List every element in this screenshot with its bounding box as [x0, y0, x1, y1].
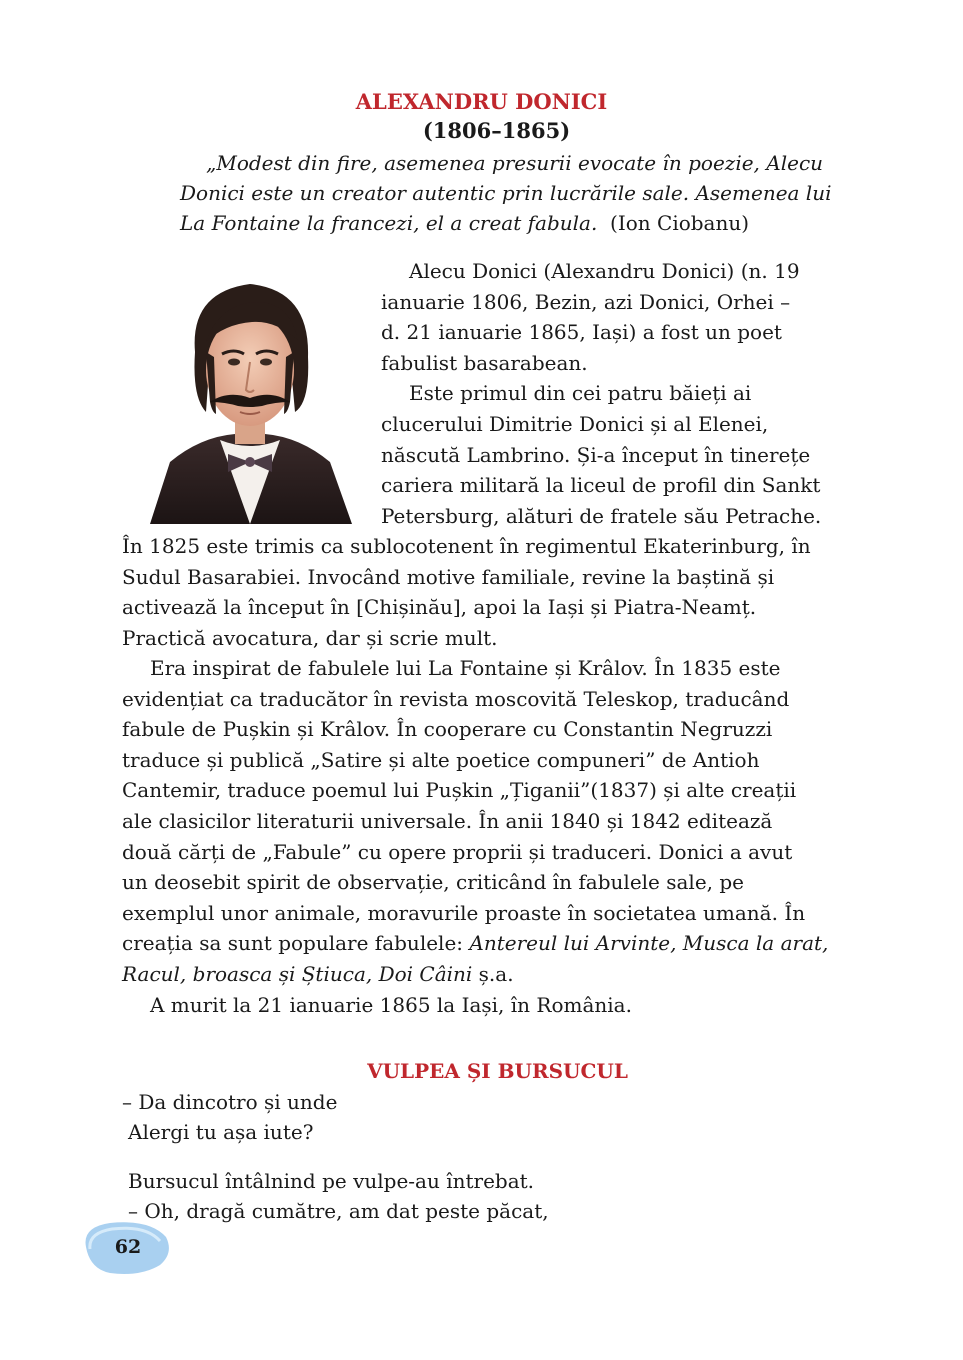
bio-line: Era inspirat de fabulele lui La Fontaine și Krâlov. În 1835 este: [150, 656, 781, 680]
bio-line: fabulist basarabean.: [381, 350, 588, 375]
bio-line: Sudul Basarabiei. Invocând motive familiale, revine la baștină și: [122, 564, 775, 589]
fable-titles: Racul, broasca și Știuca, Doi Câini: [122, 961, 473, 986]
poem-title: VULPEA ȘI BURSUCUL: [367, 1059, 628, 1083]
bio-line: evidențiat ca traducător în revista moscovită Teleskop, traducând: [122, 686, 790, 711]
poem-stanza-1: [122, 1087, 337, 1147]
author-title: ALEXANDRU DONICI: [355, 89, 608, 114]
bio-line: Petersburg, alături de fratele său Petrache.: [381, 503, 822, 528]
epigraph-line-2: Donici este un creator autentic prin lucrările sale. Asemenea lui: [180, 181, 832, 205]
bio-line: clucerului Dimitrie Donici și al Elenei,: [381, 411, 769, 436]
bio-line: Este primul din cei patru băieți ai: [409, 381, 752, 406]
bio-paragraph-1: [381, 256, 873, 531]
epigraph-line-3: La Fontaine la francezi, el a creat fabula.: [180, 211, 598, 235]
bio-line: În 1825 este trimis ca sublocotenent în regimentul Ekaterinburg, în: [122, 534, 811, 558]
epigraph: [180, 148, 874, 238]
bio-text: creația sa sunt populare fabulele:: [122, 931, 470, 956]
bio-paragraph-1-cont: [122, 531, 873, 653]
portrait-image: [140, 262, 360, 524]
poem-stanza-2: [122, 1166, 549, 1226]
bio-line: două cărți de „Fabule” cu opere proprii și traduceri. Donici a avut: [122, 839, 793, 864]
bio-line: un deosebit spirit de observație, criticând în fabulele sale, pe: [122, 870, 745, 895]
bio-line: d. 21 ianuarie 1865, Iași) a fost un poet: [381, 320, 782, 345]
bio-line: traduce și publică „Satire și alte poetice compuneri” de Antioh: [122, 747, 760, 772]
poem-line: Bursucul întâlnind pe vulpe-au întrebat.: [128, 1169, 535, 1193]
bio-line: [122, 928, 873, 959]
bio-line: născută Lambrino. Și-a început în tinerețe: [381, 442, 811, 467]
bio-line: ianuarie 1806, Bezin, azi Donici, Orhei –: [381, 289, 791, 314]
bio-line: ale clasicilor literaturii universale. În anii 1840 și 1842 editează: [122, 808, 773, 833]
bio-line: cariera militară la liceul de profil din Sankt: [381, 473, 821, 498]
poem-line: – Da dincotro și unde: [122, 1090, 338, 1114]
bio-death: A murit la 21 ianuarie 1865 la Iași, în România.: [150, 992, 632, 1017]
bio-line: Cantemir, traduce poemul lui Pușkin „Țiganii”(1837) și alte creații: [122, 778, 797, 803]
author-years: (1806–1865): [422, 118, 571, 143]
bio-text: ș.a.: [472, 961, 514, 986]
fable-titles: Antereul lui Arvinte, Musca la arat,: [469, 931, 829, 956]
page-number: 62: [114, 1236, 142, 1258]
bio-line: Practică avocatura, dar și scrie mult.: [122, 625, 498, 650]
epigraph-line-1: „Modest din fire, asemenea presurii evocate în poezie, Alecu: [206, 151, 824, 175]
bio-paragraph-2: [122, 653, 873, 1020]
bio-line: Alecu Donici (Alexandru Donici) (n. 19: [409, 259, 800, 283]
poem-line: Alergi tu așa iute?: [128, 1120, 314, 1144]
bio-line: exemplul unor animale, moravurile proaste în societatea umană. În: [122, 900, 806, 925]
bio-line: activează la început în [Chișinău], apoi la Iași și Piatra-Neamț.: [122, 595, 757, 620]
bio-line: fabule de Pușkin și Krâlov. În cooperare cu Constantin Negruzzi: [122, 717, 773, 742]
epigraph-author: (Ion Ciobanu): [610, 211, 750, 235]
bio-line: [122, 959, 873, 990]
poem-line: – Oh, dragă cumătre, am dat peste păcat,: [128, 1199, 549, 1223]
